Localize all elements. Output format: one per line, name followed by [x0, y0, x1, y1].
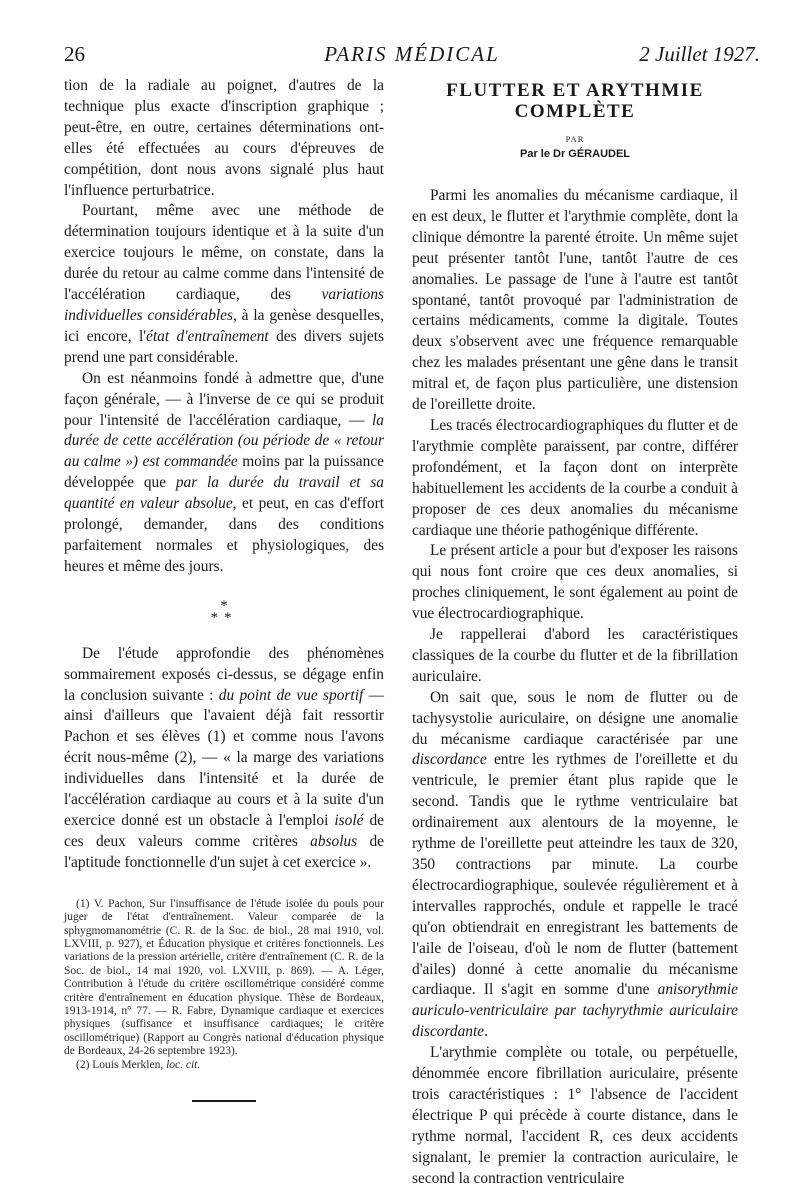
italic-run: par la durée du travail et sa quantité en valeur absolue	[64, 474, 385, 513]
issue-date: 2 Juillet 1927.	[639, 42, 760, 66]
text-run: .	[484, 1023, 488, 1041]
right-paragraph-5	[412, 688, 738, 1043]
text-run: entre les rythmes de l'oreillette et du ventricule, le premier étant plus rapide que le second. Tandis que le rythme ventriculaire bat ordinairement aux alentours de la moyenne, le rythme de l'oreillette peut atteindre les taux de 320, 350 contractions par minute. La courbe électrocardiographique, soulevée régulièrement et à intervalles rapprochés, ondule et rappelle le tracé qu'on obtiendrait en enregistrant les battements de l'aile de l'oiseau, d'où le nom de flutter (battement d'ailes) donné à cette anomalie du mécanisme cardiaque. Il s'agit en somme d'une	[412, 751, 738, 999]
page-number: 26	[64, 42, 85, 66]
left-paragraph-2	[64, 201, 384, 368]
left-paragraph-1: tion de la radiale au poignet, d'autres de la technique plus exacte d'inscription graphique ; peut-être, en outre, certaines déterminations ont-elles été effectuées au cours d'épreuves de compétition, dont nous avons signalé plus haut l'influence perturbatrice.	[64, 77, 384, 199]
asterism-bottom: **	[210, 609, 238, 626]
right-column	[412, 76, 738, 1190]
italic-run: la durée de cette accélération (ou période de « retour au calme ») est commandée	[64, 411, 384, 471]
italic-run: du point de vue sportif	[218, 686, 364, 704]
article-title	[412, 80, 738, 122]
asterism-top: *	[220, 597, 228, 614]
right-paragraph-1: Parmi les anomalies du mécanisme cardiaque, il en est deux, le flutter et l'arythmie complète, dont la clinique démontre la parenté étroite. Un même sujet peut présenter tantôt l'une, tantôt l'autre de ces anomalies. Le passage de l'une à l'autre est tantôt spontané, tantôt provoqué par l'administration de certains médicaments, comme la digitale. Toutes deux s'observent avec une fréquence remarquable chez les malades présentant une gêne dans le transit mitral et, de façon plus particulière, une distension de l'oreillette droite.	[412, 187, 738, 414]
text-run: de l'aptitude fonctionnelle d'un sujet à cet exercice ».	[64, 832, 385, 871]
italic-run: absolus	[310, 832, 358, 850]
italic-run: discordance	[412, 751, 487, 769]
journal-title: PARIS MÉDICAL	[324, 42, 500, 66]
italic-run: variations individuelles considérables	[64, 286, 384, 324]
footnote-2	[64, 1059, 384, 1072]
text-run: Pourtant, même avec une méthode de détermination toujours identique et à la suite d'un exercice toujours le même, on constate, dans la durée du retour au calme comme dans l'intensité de l'accélération cardiaque, des	[64, 202, 384, 304]
text-run: des divers sujets prend une part considérable.	[64, 327, 385, 366]
right-paragraph-6: L'arythmie complète ou totale, ou perpétuelle, dénommée encore fibrillation auriculaire, présente trois caractéristiques : 1° l'absence de l'accident électrique P qui précède à courte distance, dans le rythme normal, l'accident R, ces deux accidents signalant, le premier la contraction auriculaire, le second la contraction ventriculaire	[412, 1044, 738, 1187]
footnote-1: (1) V. Pachon, Sur l'insuffisance de l'étude isolée du pouls pour juger de l'état d'entraînement. Valeur comparée de la sphygmomanométrie (C. R. de la Soc. de biol., 28 mai 1910, vol. LXVIII, p. 927), et Éducation physique et critères fonctionnels. Les variations de la pression artérielle, critère d'entraînement (C. R. de la Soc. de biol., 14 mai 1920, vol. LXVIII, p. 869). — A. Léger, Contribution à l'étude du critère oscillométrique considéré comme critère d'entraînement en éducation physique. Thèse de Bordeaux, 1913-1914, n° 77. — R. Fabre, Dynamique cardiaque et exercices physiques (suffisance et insuffisance cardiaques; le critère oscillométrique) (Rapport au Congrès national d'éducation physique de Bordeaux, 24-26 septembre 1923).	[64, 897, 384, 1058]
running-header	[64, 42, 760, 72]
text-run: , à la genèse desquelles, ici encore, l'	[64, 306, 384, 345]
right-paragraph-4: Je rappellerai d'abord les caractéristiques classiques de la courbe du flutter et de la fibrillation auriculaire.	[412, 626, 738, 685]
title-line-2: COMPLÈTE	[514, 101, 636, 122]
text-run: (2) Louis Merklen,	[76, 1058, 167, 1071]
author-byline: Par le Dr GÉRAUDEL	[519, 148, 631, 160]
text-run: moins par la puissance développée que	[64, 453, 384, 492]
text-run: De l'étude approfondie des phénomènes sommairement exposés ci-dessus, se dégage enfin la conclusion suivante :	[64, 644, 384, 704]
italic-run: isolé	[334, 812, 364, 829]
text-run: On est néanmoins fondé à admettre que, d'une façon générale, — à l'inverse de ce qui se produit pour l'intensité de l'accélération cardiaque, —	[64, 369, 384, 429]
italic-run: état d'entraînement	[146, 327, 269, 345]
right-paragraph-3: Le présent article a pour but d'exposer les raisons qui nous font croire que ces deux anomalies, si proches cliniquement, le sont également au point de vue électrocardiographique.	[412, 542, 738, 623]
footnote-end-rule	[192, 1100, 256, 1102]
section-asterism	[64, 597, 384, 626]
text-run: de ces deux valeurs comme critères	[64, 812, 384, 850]
right-paragraph-2: Les tracés électrocardiographiques du flutter et de l'arythmie complète paraissent, par contre, différer profondément, et la façon dont on interprète habituellement les accidents de la courbe a conduit à proposer de ces deux anomalies du mécanisme cardiaque une théorie pathogénique différente.	[412, 416, 738, 539]
title-line-1: FLUTTER ET ARYTHMIE	[446, 80, 704, 101]
left-paragraph-4	[64, 644, 384, 874]
italic-run: anisorythmie auriculo-ventriculaire par tachyrythmie auriculaire discordante	[412, 981, 738, 1041]
text-run: , et peut, en cas d'effort prolongé, demander, dans des conditions parfaitement normales et physiologiques, des heures et même des jours.	[64, 495, 384, 575]
text-run: On sait que, sous le nom de flutter ou de tachysystolie auriculaire, on désigne une anomalie du mécanisme cardiaque caractérisée par une	[412, 688, 738, 748]
left-column	[64, 76, 384, 1102]
italic-run: loc. cit.	[166, 1058, 201, 1071]
text-run: — ainsi d'ailleurs que l'avaient déjà fait ressortir Pachon et ses élèves (1) et comme nous l'avons écrit nous-même (2), — « la marge des variations individuelles dans l'intensité et la durée de l'accélération cardiaque au cours et à la suite d'un exercice donné est un obstacle à l'emploi	[64, 686, 384, 829]
byline-par: PAR	[565, 134, 585, 144]
left-paragraph-3	[64, 369, 384, 578]
